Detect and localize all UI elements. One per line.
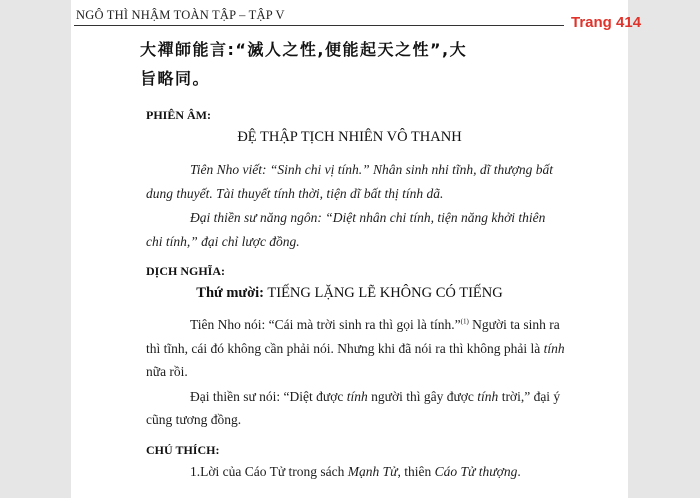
phien-am-title: ĐỆ THẬP TỊCH NHIÊN VÔ THANH xyxy=(237,129,462,145)
dich-nghia-line-3: nữa rồi. xyxy=(146,364,188,379)
dich-nghia-line-5: cũng tương đồng. xyxy=(146,412,242,427)
footnote-1-italic-2: Cáo Tử thượng xyxy=(434,464,518,479)
footnote-1-c: . xyxy=(517,464,521,479)
dich-nghia-line-2 xyxy=(146,341,565,357)
footnote-ref-1: (1) xyxy=(460,317,469,326)
header-rule xyxy=(74,25,564,26)
dich-nghia-line-4-b: người thì gây được xyxy=(367,389,478,404)
footnote-1-italic-1: Mạnh Tử xyxy=(347,464,398,479)
chinese-text-line-1: 大禪師能言:“滅人之性,便能起天之性”,大 xyxy=(140,40,468,59)
dich-nghia-title-text: TIẾNG LẶNG LẼ KHÔNG CÓ TIẾNG xyxy=(267,285,503,301)
running-header: NGÔ THÌ NHẬM TOÀN TẬP – TẬP V xyxy=(76,8,285,22)
dich-nghia-line-1-a: Tiên Nho nói: “Cái mà trời sinh ra thì gọi là tính.” xyxy=(190,317,461,332)
phien-am-heading: PHIÊN ÂM: xyxy=(146,108,211,122)
dich-nghia-line-4-italic-2: tính xyxy=(477,389,499,404)
dich-nghia-title xyxy=(71,285,628,302)
dich-nghia-heading: DỊCH NGHĨA: xyxy=(146,264,226,278)
phien-am-line-3: Đại thiền sư năng ngôn: “Diệt nhân chi tính, tiện năng khởi thiên xyxy=(190,210,546,225)
dich-nghia-title-prefix: Thứ mười: xyxy=(196,285,265,301)
dich-nghia-line-1-b: Người ta sinh ra xyxy=(468,317,560,332)
phien-am-line-1: Tiên Nho viết: “Sinh chi vị tính.” Nhân sinh nhi tĩnh, dĩ thượng bất xyxy=(190,162,553,177)
footnote-1 xyxy=(190,464,521,480)
dich-nghia-line-4 xyxy=(190,389,560,405)
dich-nghia-line-2-italic: tính xyxy=(543,341,565,356)
footnote-1-b: , thiên xyxy=(397,464,435,479)
phien-am-line-4: chi tính,” đại chỉ lược đồng. xyxy=(146,234,300,249)
page-number-label: Trang 414 xyxy=(571,14,642,31)
dich-nghia-line-4-c: trời,” đại ý xyxy=(498,389,561,404)
dich-nghia-line-2-a: thì tĩnh, cái đó không cần phải nói. Nhưng khi đã nói ra thì không phải là xyxy=(146,341,544,356)
dich-nghia-line-1 xyxy=(190,317,560,333)
phien-am-line-2: dung thuyết. Tài thuyết tính thời, tiện dĩ bất thị tính dã. xyxy=(146,186,444,201)
dich-nghia-line-4-italic-1: tính xyxy=(346,389,368,404)
footnote-1-a: 1.Lời của Cáo Tử trong sách xyxy=(190,464,348,479)
chinese-text-line-2: 旨略同。 xyxy=(140,69,211,88)
dich-nghia-line-4-a: Đại thiền sư nói: “Diệt được xyxy=(190,389,347,404)
chu-thich-heading: CHÚ THÍCH: xyxy=(146,443,220,457)
